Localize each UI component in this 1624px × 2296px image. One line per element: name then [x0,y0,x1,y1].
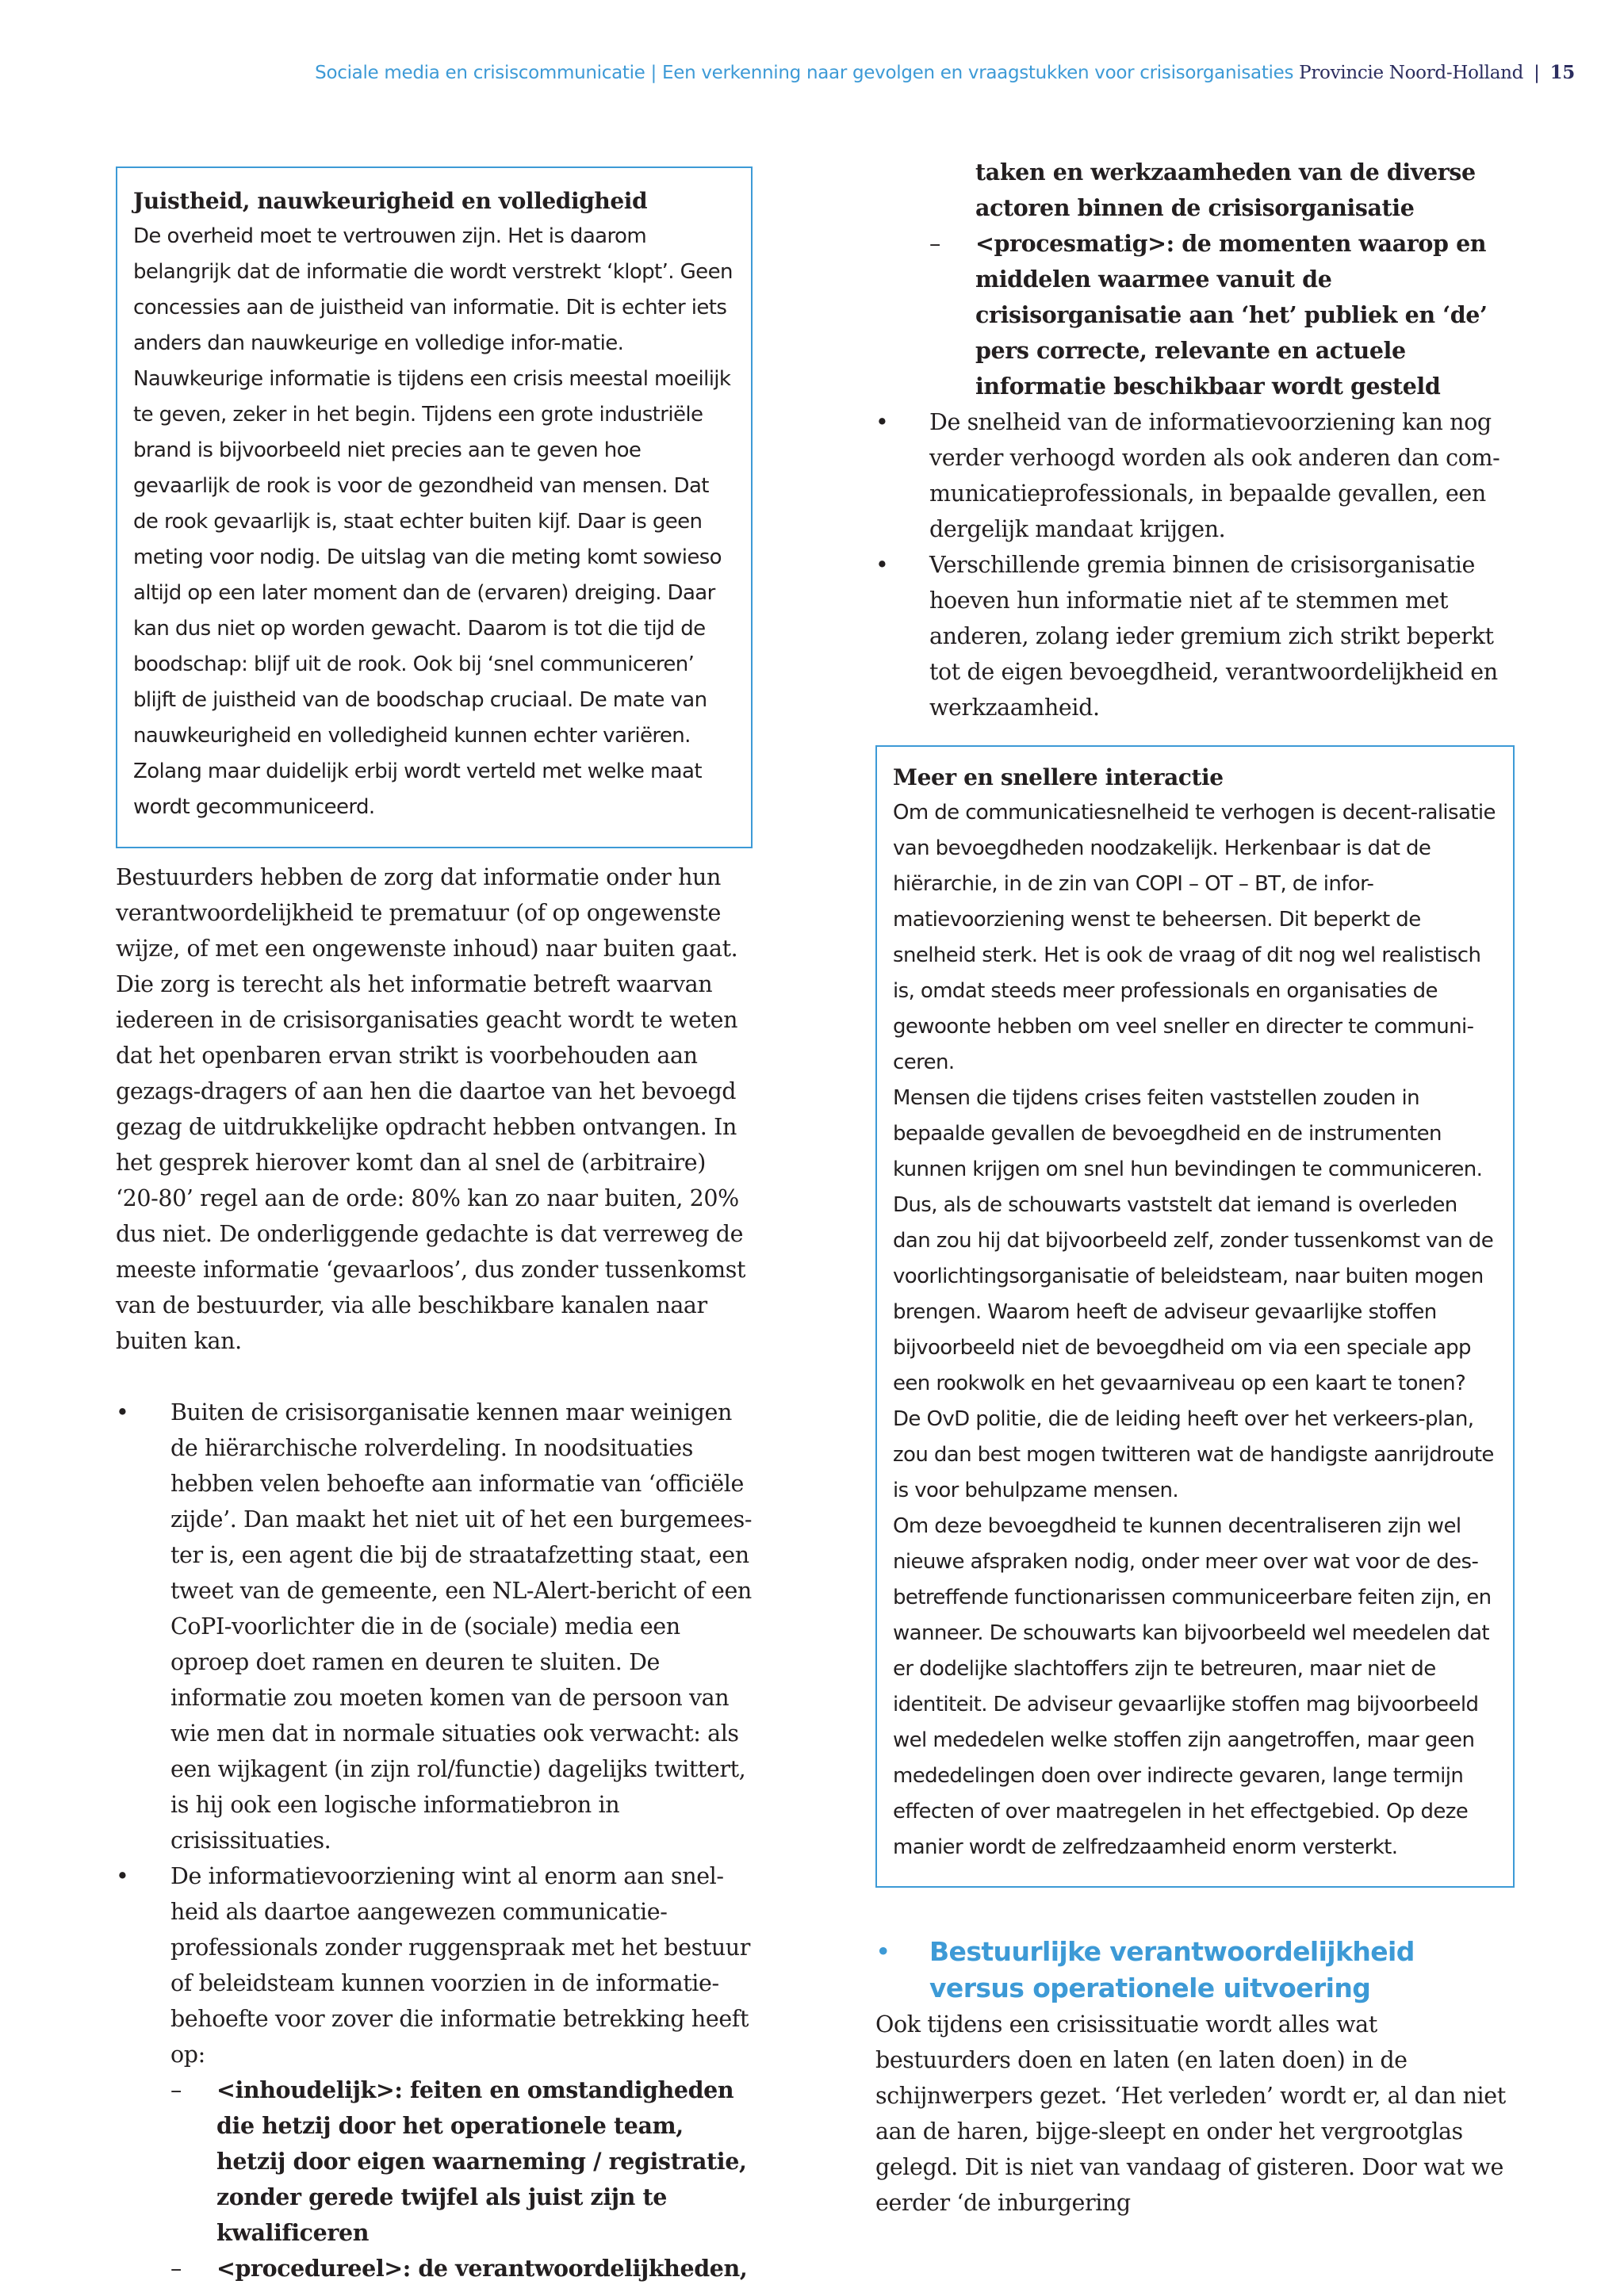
list-item: • De snelheid van de informatievoorziening kan nog verder verhoogd worden als ook anderen dan com-municatieprofessionals, in bepaalde gevallen, een dergelijk mandaat krijgen. [875,404,1515,547]
organization-name: Provincie Noord-Holland [1299,63,1524,83]
dash-list [170,2072,753,2286]
left-column [116,155,753,2286]
info-box-accuracy [116,166,753,848]
dash-item: – <procesmatig>: de momenten waarop en middelen waarmee vanuit de crisisorganisatie aan ‘het’ publiek en ‘de’ pers correcte, relevante en actuele informatie beschikbaar wordt gesteld [929,226,1515,404]
list-item [116,1858,753,2286]
dash-item-continuation: taken en werkzaamheden van de diverse actoren binnen de crisisorganisatie [975,159,1476,221]
header-separator: | [1534,63,1540,83]
dash-list [875,226,1515,404]
body-paragraph: Ook tijdens een crisissituatie wordt alles wat bestuurders doen en laten (en laten doen) in de schijnwerpers gezet. ‘Het verleden’ wordt er, al dan niet aan de haren, bijge-sleept en onder het vergrootglas gelegd. Dit is niet van vandaag of gisteren. Door wat we eerder ‘de inburgering [875,2011,1506,2216]
right-column [875,155,1515,2221]
info-box-paragraph: Om de communicatiesnelheid te verhogen is decent-ralisatie van bevoegdheden noodzakelijk. Herkenbaar is dat de hiërarchie, in de zin van COPI – OT – BT, de infor-matievoorziening wenst te beheersen. Dit beperkt de snelheid sterk. Het is ook de vraag of dit nog wel realistisch is, omdat steeds meer professionals en organisaties de gewoonte hebben om veel sneller en directer te communi-ceren. [893,801,1496,1074]
section-heading-text: Bestuurlijke verantwoordelijkheid versus operationele uitvoering [929,1936,1415,2003]
list-item: • Verschillende gremia binnen de crisisorganisatie hoeven hun informatie niet af te stemmen met anderen, zolang ieder gremium zich strikt beperkt tot de eigen bevoegdheid, verantwoordelijkheid en werkzaamheid. [875,547,1515,725]
info-box-title: Meer en snellere interactie [893,764,1224,790]
list-item: • Buiten de crisisorganisatie kennen maar weinigen de hiërarchische rolverdeling. In noodsituaties hebben velen behoefte aan informatie van ‘officiële zijde’. Dan maakt het niet uit of het een burgemees-ter is, een agent die bij de straatafzetting staat, een tweet van de gemeente, een NL-Alert-bericht of een CoPI-voorlichter die in de (sociale) media een oproep doet ramen en deuren te sluiten. De informatie zou moeten komen van de persoon van wie men dat in normale situaties ook verwacht: als een wijkagent (in zijn rol/functie) dagelijks twittert, is hij ook een logische informatiebron in crisissituaties. [116,1395,753,1858]
dash-item: – <inhoudelijk>: feiten en omstandigheden die hetzij door het operationele team, hetzij door eigen waarneming / registratie, zonder gerede twijfel als juist zijn te kwalificeren [170,2072,753,2251]
info-box-interaction [875,745,1515,1888]
list-item-text: De informatievoorziening wint al enorm aan snel-heid als daartoe aangewezen communicatie-professionals zonder ruggenspraak met het bestuur of beleidsteam kunnen voorzien in de informatie-behoefte voor zover die informatie betrekking heeft op: [170,1863,750,2068]
page-number: 15 [1549,62,1575,83]
running-header [315,62,1575,83]
info-box-body: De overheid moet te vertrouwen zijn. Het is daarom belangrijk dat de informatie die wordt verstrekt ‘klopt’. Geen concessies aan de juistheid van informatie. Dit is echter iets anders dan nauwkeurige en volledige infor-matie. Nauwkeurige informatie is tijdens een crisis meestal moeilijk te geven, zeker in het begin. Tijdens een grote industriële brand is bijvoorbeeld niet precies aan te geven hoe gevaarlijk de rook is voor de gezondheid van mensen. Dat de rook gevaarlijk is, staat echter buiten kijf. Daar is geen meting voor nodig. De uitslag van die meting komt sowieso altijd op een later moment dan de (ervaren) dreiging. Daar kan dus niet op worden gewacht. Daarom is tot die tijd de boodschap: blijf uit de rook. Ook bij ‘snel communiceren’ blijft de juistheid van de boodschap cruciaal. De mate van nauwkeurigheid en volledigheid kunnen echter variëren. Zolang maar duidelijk erbij wordt verteld met welke maat wordt gecommuniceerd. [133,224,733,819]
heading-bullet: • [875,1936,891,1967]
info-box-paragraph: Mensen die tijdens crises feiten vaststellen zouden in bepaalde gevallen de bevoegdheid en de instrumenten kunnen krijgen om snel hun bevindingen te communiceren. Dus, als de schouwarts vaststelt dat iemand is overleden dan zou hij dat bijvoorbeeld zelf, zonder tussenkomst van de voorlichtingsorganisatie of beleidsteam, naar buiten mogen brengen. Waarom heeft de adviseur gevaarlijke stoffen bijvoorbeeld niet de bevoegdheid om via een speciale app een rookwolk en het gevaarniveau op een kaart te tonen? De OvD politie, die de leiding heeft over het verkeers-plan, zou dan best mogen twitteren wat de handigste aanrijdroute is voor behulpzame mensen. [893,1086,1494,1502]
bullet-list [875,404,1515,725]
section-heading [875,1934,1515,2007]
body-paragraph: Bestuurders hebben de zorg dat informatie onder hun verantwoordelijkheid te prematuur (of op ongewenste wijze, of met een ongewenste inhoud) naar buiten gaat. Die zorg is terecht als het informatie betreft waarvan iedereen in de crisisorganisaties geacht wordt te weten dat het openbaren ervan strikt is voorbehouden aan gezags-dragers of aan hen die daartoe van het bevoegd gezag de uitdrukkelijke opdracht hebben ontvangen. In het gesprek hierover komt dan al snel de (arbitraire) ‘20-80’ regel aan de orde: 80% kan zo naar buiten, 20% dus niet. De onderliggende gedachte is dat verreweg de meeste informatie ‘gevaarloos’, dus zonder tussenkomst van de bestuurder, via alle beschikbare kanalen naar buiten kan. [116,864,746,1354]
running-title: Sociale media en crisiscommunicatie | Een verkenning naar gevolgen en vraagstukken voor crisisorganisaties [315,63,1294,83]
bullet-list [116,1395,753,2286]
dash-item: – <procedureel>: de verantwoordelijkheden, [170,2251,753,2286]
info-box-paragraph: Om deze bevoegdheid te kunnen decentraliseren zijn wel nieuwe afspraken nodig, onder meer over wat voor de des-betreffende functionarissen communiceerbare feiten zijn, en wanneer. De schouwarts kan bijvoorbeeld wel meedelen dat er dodelijke slachtoffers zijn te betreuren, maar niet de identiteit. De adviseur gevaarlijke stoffen mag bijvoorbeeld wel mededelen welke stoffen zijn aangetroffen, maar geen mededelingen doen over indirecte gevaren, lange termijn effecten of over maatregelen in het effectgebied. Op deze manier wordt de zelfredzaamheid enorm versterkt. [893,1514,1492,1859]
info-box-title: Juistheid, nauwkeurigheid en volledigheid [133,188,648,214]
